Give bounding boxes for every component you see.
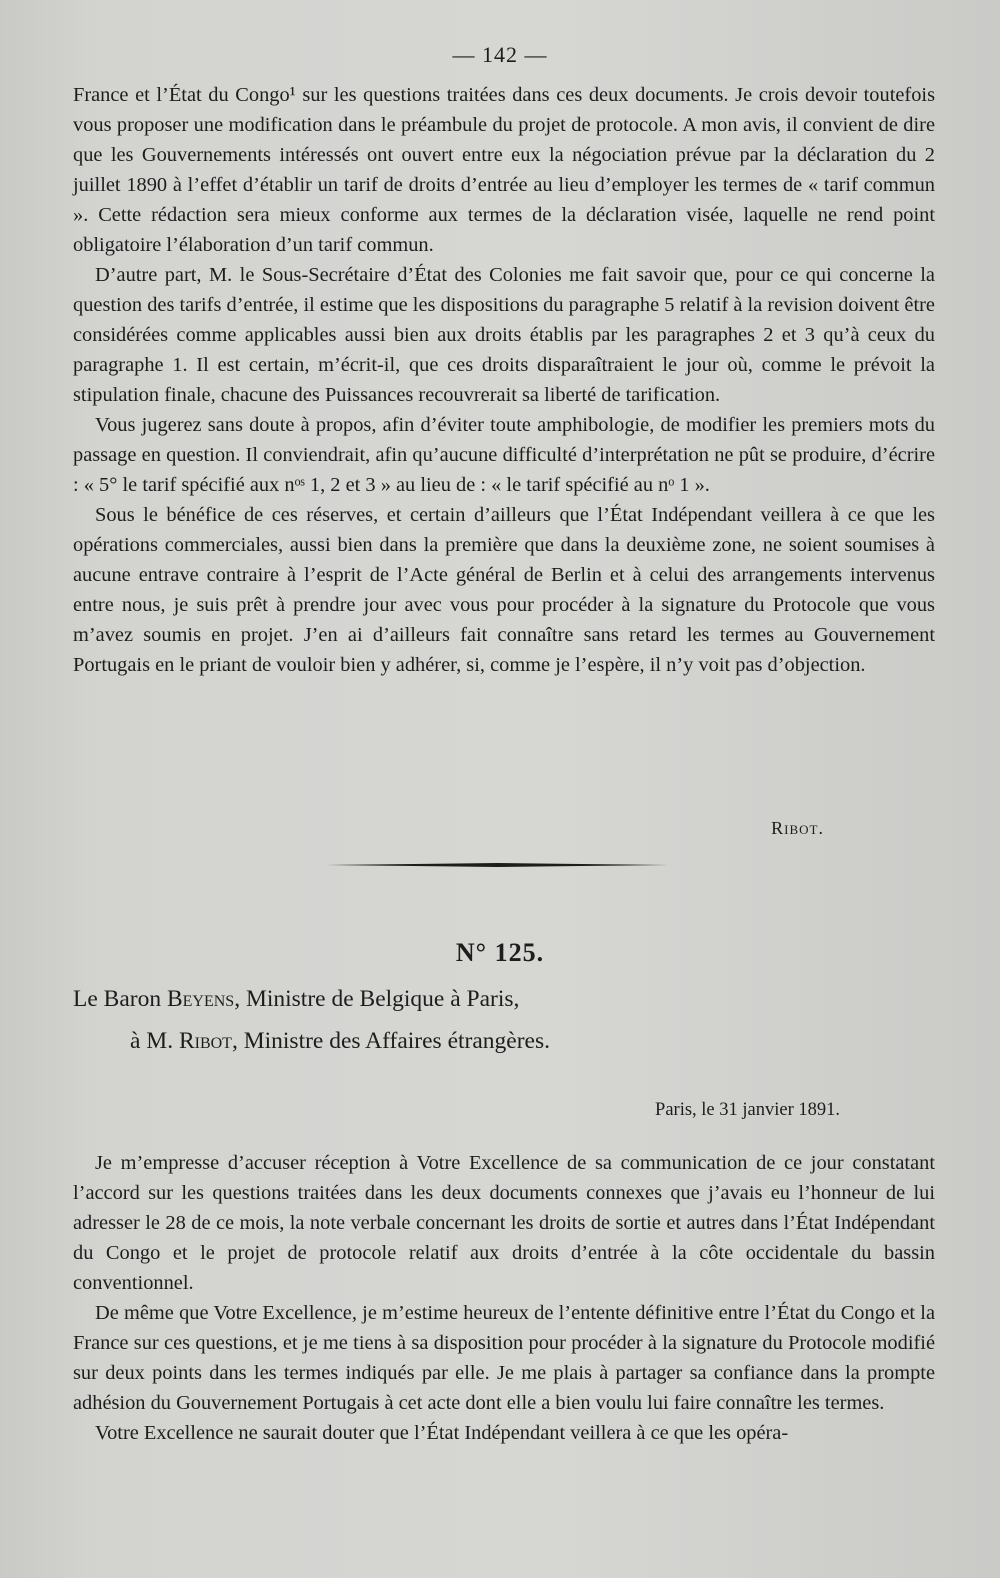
paragraph: Sous le bénéfice de ces réserves, et certain d’ailleurs que l’État Indépendant veillera à ce que les opérations commerciales, aussi bien dans la première que dans la deuxième zone, ne soient soumises à aucune entrave contraire à l’esprit de l’Acte général de Berlin et à celui des arrangements intervenus entre nous, je suis prêt à prendre jour avec vous pour procéder à la signature du Protocole que vous m’avez soumis en projet. J’en ai d’ailleurs fait connaître sans retard les termes au Gouvernement Portugais en le priant de vouloir bien y adhérer, si, comme je l’espère, il n’y voit pas d’objection. — [73, 504, 935, 676]
recipient-heading — [130, 1026, 550, 1056]
paragraph: D’autre part, M. le Sous-Secrétaire d’État des Colonies me fait savoir que, pour ce qui concerne la question des tarifs d’entrée, il estime que les dispositions du paragraphe 5 relatif à la revision doivent être considérées comme applicables aussi bien aux droits établis par les paragraphes 2 et 3 qu’à ceux du paragraphe 1. Il est certain, m’écrit-il, que ces droits disparaîtraient le jour où, comme le prévoit la stipulation finale, chacune des Puissances recouvrerait sa liberté de tarification. — [73, 264, 935, 406]
sender-prefix: Le Baron — [73, 986, 167, 1012]
letter-body-beyens — [73, 1148, 935, 1448]
sender-title: , Ministre de Belgique à Paris, — [234, 986, 520, 1012]
paragraph: Votre Excellence ne saurait douter que l’État Indépendant veillera à ce que les opéra- — [95, 1422, 789, 1444]
dateline: Paris, le 31 janvier 1891. — [655, 1100, 840, 1120]
recipient-name: Ribot — [178, 1028, 232, 1054]
paragraph: France et l’État du Congo¹ sur les questions traitées dans ces deux documents. Je crois devoir toutefois vous proposer une modification dans le préambule du projet de protocole. A mon avis, il convient de dire que les Gouvernements intéressés ont ouvert entre eux la négociation prévue par la déclaration du 2 juillet 1890 à l’effet d’établir un tarif de droits d’entrée au lieu d’employer les termes de « tarif commun ». Cette rédaction sera mieux conforme aux termes de la déclaration visée, laquelle ne rend point obligatoire l’élaboration d’un tarif commun. — [73, 84, 935, 256]
paragraph: Vous jugerez sans doute à propos, afin d’éviter toute amphibologie, de modifier les premiers mots du passage en question. Il conviendrait, afin qu’aucune difficulté d’interprétation ne pût se produire, d’écrire : « 5° le tarif spécifié aux nᵒˢ 1, 2 et 3 » au lieu de : « le tarif spécifié au nᵒ 1 ». — [73, 414, 935, 496]
page-number: — 142 — — [452, 42, 548, 67]
section-divider — [326, 863, 668, 867]
paragraph: De même que Votre Excellence, je m’estime heureux de l’entente définitive entre l’État du Congo et la France sur ces questions, et je me tiens à sa disposition pour procéder à la signature du Protocole modifié sur deux points dans les termes indiqués par elle. Je me plais à partager sa confiance dans la prompte adhésion du Gouvernement Portugais à cet acte dont elle a bien voulu lui faire connaître les termes. — [73, 1302, 935, 1414]
recipient-title: , Ministre des Affaires étrangères. — [231, 1028, 550, 1054]
letter-body-ribot — [73, 80, 935, 680]
document-number: N° 125. — [455, 938, 545, 967]
sender-heading — [73, 984, 519, 1014]
paragraph: Je m’empresse d’accuser réception à Votre Excellence de sa communication de ce jour constatant l’accord sur les questions traitées dans les deux documents connexes que j’avais eu l’honneur de lui adresser le 28 de ce mois, la note verbale concernant les droits de sortie et autres dans l’État Indépendant du Congo et le projet de protocole relatif aux droits d’entrée à la côte occidentale du bassin conventionnel. — [73, 1152, 935, 1294]
sender-name: Beyens — [166, 986, 235, 1012]
recipient-prefix: à M. — [130, 1028, 179, 1054]
signature: Ribot. — [771, 818, 824, 838]
